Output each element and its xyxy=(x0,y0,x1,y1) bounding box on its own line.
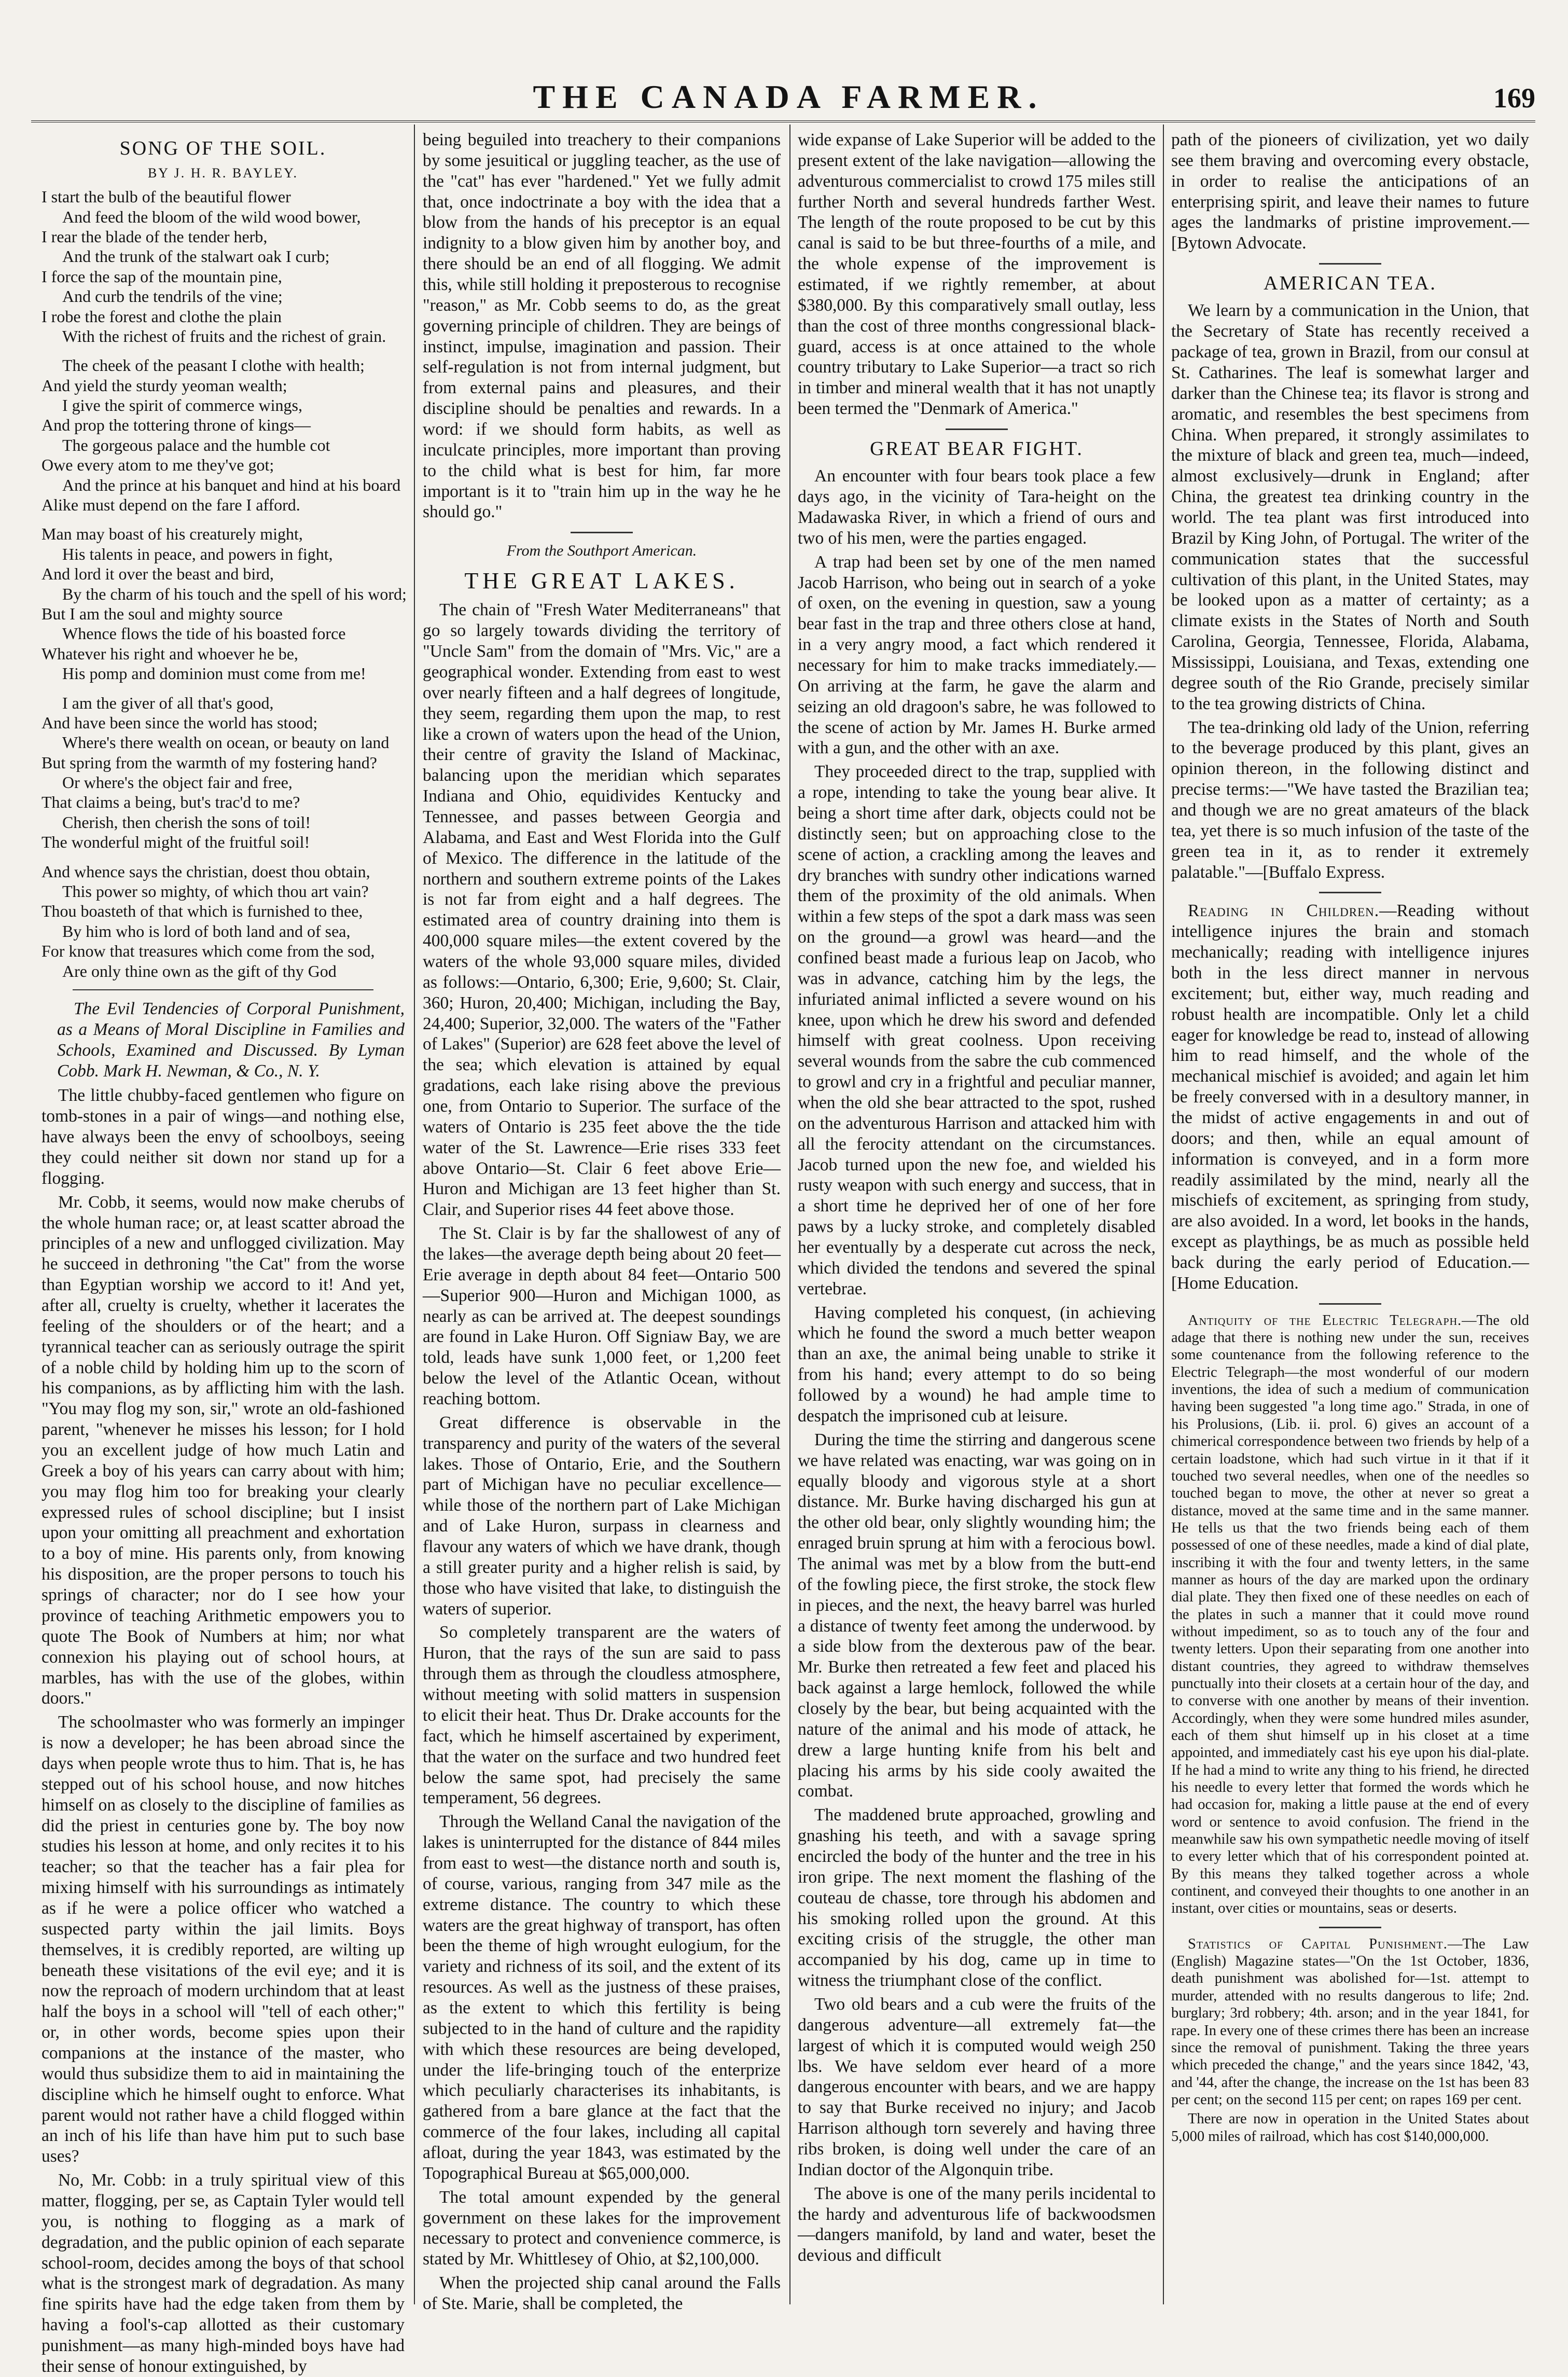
poem-line: I rear the blade of the tender herb, xyxy=(41,227,268,246)
paragraph: The schoolmaster who was formerly an impinger is now a developer; he has been abroad since the days when people wrote thus to him. That is, he has stepped out of his school house, and now hitches himself on as closely to the discipline of families as did the priest in centuries gone by. The boy now studies his lesson at home, and only recites it to his teacher; so that the teacher has a fair plea for mixing himself with his surroundings as intimately as if he were a police officer who watched a suspected party within the jail limits. Boys themselves, it is credibly reported, are wilting up beneath these visitations of the evil eye; and it is now the reproach of modern urchindom that at least half the boys in a school will "tell of each other;" or, in other words, become spies upon their companions at the instance of the master, who would thus subsidize them to aid in maintaining the discipline which he himself ought to enforce. What parent would not rather have a child flogged within an inch of his life than have him put to such base uses? xyxy=(41,1712,405,2166)
section-rule xyxy=(1319,892,1381,893)
poem-line: I start the bulb of the beautiful flower xyxy=(41,187,291,206)
poem-line: With the richest of fruits and the richest of grain. xyxy=(62,326,386,346)
poem-line: And have been since the world has stood; xyxy=(41,713,318,732)
article-source: From the Southport American. xyxy=(506,542,697,560)
paragraph: An encounter with four bears took place a few days ago, in the vicinity of Tara-height on the Madawaska River, in which a friend of ours and two of his men, were the parties engaged. xyxy=(798,466,1156,548)
section-rule xyxy=(73,989,373,990)
paragraph: The total amount expended by the general government on these lakes for the improvement necessary to protect and convenience commerce, is stated by Mr. Whittlesey of Ohio, at $2,100,000. xyxy=(423,2187,781,2269)
paragraph: When the projected ship canal around the Falls of Ste. Marie, shall be completed, the xyxy=(423,2273,781,2313)
review-body xyxy=(41,1085,405,2376)
continued-text xyxy=(423,130,781,522)
paragraph: A trap had been set by one of the men named Jacob Harrison, who being out in search of a yoke of oxen, on the evening in question, saw a young bear fast in the trap and three others close at hand, in a very angry mood, a fact which rendered it necessary for him to make tracks immediately.—On arriving at the farm, he gave the alarm and seizing an old dragoon's sabre, he was followed to the scene of action by Mr. James H. Burke armed with a gun, and the other with an axe. xyxy=(798,552,1156,758)
poem xyxy=(41,187,405,981)
paragraph: Having completed his conquest, (in achieving which he found the sword a much better weapon than an axe, the animal being unable to strike it from his hand; every attempt to do so being followed by a wound) he had ample time to despatch the imprisoned cub at leisure. xyxy=(798,1303,1156,1426)
poem-line: Man may boast of his creaturely might, xyxy=(41,524,303,544)
tea-title: AMERICAN TEA. xyxy=(1264,272,1437,295)
section-rule xyxy=(1319,1927,1381,1928)
poem-line: Are only thine own as the gift of thy God xyxy=(62,961,337,980)
poem-line: Where's there wealth on ocean, or beauty on land xyxy=(62,733,390,752)
poem-line: This power so mighty, of which thou art vain? xyxy=(62,882,369,901)
poem-line: And yield the sturdy yeoman wealth; xyxy=(41,376,287,395)
header-rule xyxy=(31,120,1535,122)
poem-line: Whence flows the tide of his boasted force xyxy=(62,624,346,643)
paragraph: wide expanse of Lake Superior will be added to the present extent of the lake navigation—allowing the adventurous commercialist to crowd 175 miles still further North and several hundreds farther West. The length of the route proposed to be cut by this canal is said to be but three-fourths of a mile, and the whole expense of the improvement is estimated, if we rightly remember, at about $380,000. By this comparatively small outlay, less than the cost of three months congressional black-guard, access is at once attained to the whole country tributary to Lake Superior—a tract so rich in timber and mineral wealth that it has not unaptly been termed the "Denmark of America." xyxy=(798,130,1156,419)
poem-line: By the charm of his touch and the spell of his word; xyxy=(62,584,407,603)
newspaper-title: THE CANADA FARMER. xyxy=(533,78,1044,115)
column-divider xyxy=(789,125,790,2304)
lakes-title: THE GREAT LAKES. xyxy=(464,568,739,594)
stanza-break xyxy=(41,684,405,693)
poem-line: I force the sap of the mountain pine, xyxy=(41,267,282,286)
column-3 xyxy=(798,130,1156,2299)
poem-line: For know that treasures which come from the sod, xyxy=(41,942,375,961)
poem-line: But I am the soul and mighty source xyxy=(41,604,283,623)
paragraph: Two old bears and a cub were the fruits of the dangerous adventure—all extremely fat—the largest of which it is computed would weigh 250 lbs. We have seldom ever heard of a more dangerous encounter with bears, and we are happy to say that Burke received no injury; and Jacob Harrison although torn severely and having three ribs broken, is doing well under the care of an Indian doctor of the Algonquin tribe. xyxy=(798,1994,1156,2179)
poem-line: That claims a being, but's trac'd to me? xyxy=(41,793,300,812)
poem-line: And whence says the christian, doest thou obtain, xyxy=(41,862,370,881)
paragraph: No, Mr. Cobb: in a truly spiritual view of this matter, flogging, per se, as Captain Tyler would tell you, is nothing to flogging as a mark of degradation, and the public opinion of each separate school-room, decides among the boys of that school what is the strongest mark of degradation. As many fine spirits have had the edge taken from them by having a fool's-cap allotted as their customary punishment—as many high-minded boys have had their sense of honour extinguished, by xyxy=(41,2171,405,2376)
paragraph: The chain of "Fresh Water Mediterraneans" that go so largely towards dividing the territory of "Uncle Sam" from the domain of "Mrs. Vic," are a geographical wonder. Extending from east to west over nearly fifteen and a half degrees of longitude, they seem, regarding them upon the map, to rest like a crown of waters upon the head of the Union, their centre of gravity the Island of Mackinac, balancing upon the meridian which separates Indiana and Ohio, equidivides Kentucky and Tennessee, and passes between Georgia and Alabama, and East and West Florida into the Gulf of Mexico. The difference in the latitude of the northern and southern extreme points of the Lakes is not far from eight and a half degrees. The estimated area of country draining into them is 400,000 square miles—the extent covered by the waters of the whole 93,000 square miles, divided as follows:—Ontario, 6,300; Erie, 9,600; St. Clair, 360; Huron, 20,400; Michigan, including the Bay, 24,400; Superior, 32,000. The waters of the "Father of Lakes" (Superior) are 628 feet above the level of the sea; which elevation is attained by equal gradations, each lake rising above the previous one, from Ontario to Superior. The surface of the waters of Ontario is 235 feet above the the tide water of the St. Lawrence—Erie rises 333 feet above Ontario—St. Clair 6 feet above Erie—Huron and Michigan are 13 feet higher than St. Clair, and Superior rises 44 feet above those. xyxy=(423,600,781,1220)
section-rule xyxy=(1319,263,1381,265)
poem-title: SONG OF THE SOIL. xyxy=(119,137,327,159)
poem-line: By him who is lord of both land and of sea, xyxy=(62,921,351,941)
stanza-break xyxy=(41,515,405,524)
poem-line: I robe the forest and clothe the plain xyxy=(41,307,282,326)
capital-item xyxy=(1171,1936,1529,2108)
poem-line: His pomp and dominion must come from me! xyxy=(62,664,366,683)
section-rule xyxy=(1319,1303,1381,1305)
poem-line: The cheek of the peasant I clothe with health; xyxy=(62,356,365,375)
poem-line: And the trunk of the stalwart oak I curb; xyxy=(62,247,330,266)
telegraph-text: —The old adage that there is nothing new under the sun, receives some countenance from the following reference to the Electric Telegraph—the most wonderful of our modern inventions, the idea of such a medium of communication having been suggested "a long time ago." Strada, in one of his Prolusions, (Lib. ii. prol. 6) gives an account of a chimerical correspondence between two friends by help of a certain loadstone, which had such virtue in it that if it touched two several needles, when one of the needles so touched began to move, the other at never so great a distance, moved at the same time and in the same manner. He tells us that the two friends being each of them possessed of one of these needles, made a kind of dial plate, inscribing it with the four and twenty letters, in the same manner as hours of the day are marked upon the ordinary dial plate. They then fixed one of these needles on each of the plates in such a manner that it could move round without impediment, so as to touch any of the four and twenty letters. Upon their separating from one another into distant countries, they agreed to withdraw themselves punctually into their closets at a certain hour of the day, and to converse with one another by means of their invention. Accordingly, when they were some hundred miles asunder, each of them shut himself up in his closet at a time appointed, and immediately cast his eye upon his dial-plate. If he had a mind to write any thing to his friend, he directed his needle to every letter that formed the words which he had occasion for, making a little pause at the end of every word or sentence to avoid confusion. The friend in the meanwhile saw his own sympathetic needle moving of itself to every letter which that of his correspondent pointed at. By this means they talked together across a whole continent, and conveyed their thoughts to one another in an instant, over cities or mountains, seas or deserts. xyxy=(1171,1312,1529,1917)
continued-text xyxy=(1171,130,1529,254)
reading-text: —Reading without intelligence injures the brain and stomach mechanically; reading with intelligence injures both in the less direct manner in nervous excitement; but, either way, much reading and robust health are incompatible. Only let a child eager for knowledge be read to, instead of allowing him to read himself, and the whole of the mechanical mischief is avoided; and again let him be freely conversed with in a desultory manner, in the midst of active engagements in and out of doors; and then, while an equal amount of information is conveyed, and in a form more readily assimilated by the mind, nearly all the mischiefs of excitement, as springing from study, are also avoided. In a word, let books in the hands, except as playthings, be as much as possible held back during the early period of Education.—[Home Education. xyxy=(1171,901,1529,1293)
poem-line: But spring from the warmth of my fostering hand? xyxy=(41,753,377,772)
column-2 xyxy=(423,130,781,2313)
page-number: 169 xyxy=(1493,82,1535,114)
column-divider xyxy=(414,125,415,2304)
paragraph: The above is one of the many perils incidental to the hardy and adventurous life of backwoodsmen—dangers manifold, by land and water, beset the devious and difficult xyxy=(798,2183,1156,2265)
poem-line: The gorgeous palace and the humble cot xyxy=(62,435,330,454)
paragraph: Great difference is observable in the transparency and purity of the waters of the several lakes. Those of Ontario, Erie, and the Southern part of Michigan have no peculiar excellence—while those of the northern part of Lake Michigan and of Lake Huron, surpass in clearness and flavour any waters of which we have drank, though a still greater purity and a higher relish is said, by those who have visited that lake, to distinguish the waters of superior. xyxy=(423,1413,781,1619)
poem-line: And prop the tottering throne of kings— xyxy=(41,416,311,435)
paragraph: During the time the stirring and dangerous scene we have related was enacting, war was going on in equally bloody and vigorous style at a short distance. Mr. Burke having discharged his gun at the other old bear, only slightly wounding him; the enraged bruin sprung at him with a ferocious bowl. The animal was met by a blow from the butt-end of the fowling piece, the first stroke, the stock flew in pieces, and the next, the heavy barrel was hurled a distance of twenty feet among the underwood. by a side blow from the dexterous paw of the bear. Mr. Burke then retreated a few feet and placed his back against a large hemlock, followed the while closely by the bear, but being acquainted with the nature of the animal and his mode of attack, he drew a large hunting knife from his belt and placing his arms by his side cooly awaited the combat. xyxy=(798,1430,1156,1801)
poem-line: And curb the tendrils of the vine; xyxy=(62,287,283,306)
poem-line: His talents in peace, and powers in fight, xyxy=(62,544,333,563)
lakes-article xyxy=(423,600,781,2314)
poem-line: And lord it over the beast and bird, xyxy=(41,564,274,584)
paragraph: We learn by a communication in the Union, that the Secretary of State has recently received a package of tea, grown in Brazil, from our consul at St. Catharines. The leaf is somewhat larger and darker than the Chinese tea; its flavor is strong and aromatic, and resembles the best specimens from China. When prepared, it strongly assimilates to the mixture of black and green tea, much—indeed, almost exclusively—drunk in England; after China, the greatest tea drinking country in the world. The tea plant was first introduced into Brazil by King John, of Portugal. The writer of the communication states that the successful cultivation of this plant, in the United States, may be looked upon as a matter of certainty; as a climate exists in the States of North and South Carolina, Georgia, Tennessee, Florida, Alabama, Mississippi, Louisiana, and Texas, extending one degree south of the Rio Grande, precisely similar to the tea growing districts of China. xyxy=(1171,301,1529,713)
column-divider xyxy=(1163,125,1164,2304)
capital-head: Statistics of Capital Punishment. xyxy=(1188,1936,1448,1952)
poem-line: Alike must depend on the fare I afford. xyxy=(41,495,300,515)
telegraph-item xyxy=(1171,1312,1529,1917)
poem-line: Owe every atom to me they've got; xyxy=(41,455,274,475)
section-rule xyxy=(946,429,1008,430)
capital-text: —The Law (English) Magazine states—"On the 1st October, 1836, death punishment was abolished for—1st. attempt to murder, attended with no results dangerous to life; 2nd. burglary; 3rd robbery; 4th. arson; and in the year 1841, for rape. In every one of these crimes there has been an increase since the removal of punishment. Taking the three years which preceded the change," and the years since 1842, '43, and '44, after the change, the increase on the 1st has been 83 per cent; on the second 115 per cent; on rapes 169 per cent. xyxy=(1171,1936,1529,2108)
review-title: The Evil Tendencies of Corporal Punishment, as a Means of Moral Discipline in Families and Schools, Examined and Discussed. By Lyman Cobb. Mark H. Newman, & Co., N. Y. xyxy=(57,999,405,1081)
paragraph: The maddened brute approached, growling and gnashing his teeth, and with a savage spring encircled the body of the hunter and the tree in his iron gripe. The next moment the flashing of the couteau de chasse, tore through his abdomen and his smoking rolled upon the ground. At this exciting crisis of the struggle, the other man accompanied by his dog, came up in time to witness the triumphant close of the conflict. xyxy=(798,1805,1156,1991)
poem-line: And feed the bloom of the wild wood bower, xyxy=(62,207,361,226)
small-print-section xyxy=(1171,1312,1529,2145)
telegraph-head: Antiquity of the Electric Telegraph. xyxy=(1188,1312,1462,1329)
paragraph: They proceeded direct to the trap, supplied with a rope, intending to take the young bear alive. It being a short time after dark, objects could not be distinctly seen; but on approaching close to the scene of action, a crackling among the leaves and dry branches with sundry other indications warned them of the proximity of the old animals. When within a few steps of the spot a dark mass was seen on the ground—a growl was heard—and the confined beast made a furious leap on Jacob, who was in advance, catching him by the legs, the infuriated animal inflicted a severe wound on his knee, upon which he drew his sword and defended himself with great coolness. Upon receiving several wounds from the sabre the cub commenced to growl and cry in a frightful and peculiar manner, when the old she bear attracted to the spot, rushed on the adventurous Harrison and attacked him with all the ferocity attendant on the circumstances. Jacob turned upon the new foe, and wielded his rusty weapon with such energy and success, that in a short time he deprived her of one of her fore paws by a lucky stroke, and completely disabled her eventually by a desperate cut across the neck, which divided the tendons and severed the spinal vertebrae. xyxy=(798,762,1156,1298)
reading-head: Reading in Children. xyxy=(1188,901,1380,921)
poem-byline: BY J. H. R. BAYLEY. xyxy=(147,165,299,181)
poem-line: And the prince at his banquet and hind at his board xyxy=(62,475,401,494)
poem-line: Or where's the object fair and free, xyxy=(62,773,293,792)
railroad-item: There are now in operation in the United States about 5,000 miles of railroad, which has cost $140,000,000. xyxy=(1171,2111,1529,2145)
paragraph: being beguiled into treachery to their companions by some jesuitical or juggling teacher, as the use of the "cat" has ever "hardened." Yet we fully admit that, once indoctrinate a boy with the idea that a blow from the hands of his preceptor is an equal indignity to a blow given him by another boy, and there should be an end of all flogging. We admit this, while still holding it preposterous to recognise "reason," as Mr. Cobb seems to do, as the great governing principle of children. They are beings of instinct, impulse, imagination and passion. Their self-regulation is not from internal judgment, but from external pains and pleasures, and their discipline should be penalties and rewards. In a word: if we should form habits, as well as inculcate principles, more important than proving to the child what is best for him, far more important is it to "train him up in the way he he should go." xyxy=(423,130,781,522)
section-rule xyxy=(571,532,633,533)
poem-line: The wonderful might of the fruitful soil! xyxy=(41,833,310,852)
bear-title: GREAT BEAR FIGHT. xyxy=(870,438,1084,460)
masthead xyxy=(41,78,1535,119)
paragraph: The St. Clair is by far the shallowest of any of the lakes—the average depth being about 20 feet—Erie average in depth about 84 feet—Ontario 500—Superior 900—Huron and Michigan 1000, as nearly as can be arrived at. The deepest soundings are found in Lake Huron. Off Signiaw Bay, we are told, leads have sunk 1,000 feet, or 1,200 feet below the level of the Atlantic Ocean, without reaching bottom. xyxy=(423,1224,781,1409)
stanza-break xyxy=(41,852,405,862)
poem-line: Thou boasteth of that which is furnished to thee, xyxy=(41,902,363,921)
column-1 xyxy=(41,130,407,2376)
poem-line: Whatever his right and whoever he be, xyxy=(41,644,298,663)
continued-text xyxy=(798,130,1156,419)
paragraph: So completely transparent are the waters of Huron, that the rays of the sun are said to pass through them as through the cloudless atmosphere, without meeting with solid matters in suspension to elicit their heat. Thus Dr. Drake accounts for the fact, which he himself ascertained by experiment, that the water on the surface and two hundred feet below the same spot, had precisely the same temperament, 56 degrees. xyxy=(423,1623,781,1808)
paragraph: The tea-drinking old lady of the Union, referring to the beverage produced by this plant, gives an opinion thereon, in the following distinct and precise terms:—"We have tasted the Brazilian tea; and though we are no great amateurs of the black tea, yet there is so much infusion of the taste of the green tea in it, as to render it extremely palatable."—[Buffalo Express. xyxy=(1171,717,1529,882)
paragraph: Through the Welland Canal the navigation of the lakes is uninterrupted for the distance of 844 miles from east to west—the distance north and south is, of course, various, ranging from 347 mile as the extreme distance. The country to which these waters are the great highway of transport, has often been the theme of high wrought eulogium, for the variety and richness of its soil, and the extent of its resources. As well as the justness of these praises, as the extent to which this fertility is being subjected to in the hand of culture and the rapidity with which these resources are being developed, under the life-bringing touch of the enterprize which peculiarly characterises its inhabitants, is gathered from a bare glance at the fact that the commerce of the four lakes, including all capital afloat, during the year 1843, was estimated by the Topographical Bureau at $65,000,000. xyxy=(423,1812,781,2183)
reading-item xyxy=(1171,901,1529,1293)
poem-line: I give the spirit of commerce wings, xyxy=(62,396,302,415)
paragraph: path of the pioneers of civilization, yet wo daily see them braving and overcoming every obstacle, in order to realise the anticipations of an enterprising spirit, and leave their names to future ages the landmarks of pristine improvement.—[Bytown Advocate. xyxy=(1171,130,1529,253)
column-4 xyxy=(1171,130,1529,2299)
tea-article xyxy=(1171,300,1529,882)
stanza-break xyxy=(41,346,405,355)
bear-article xyxy=(798,466,1156,2266)
paragraph: Mr. Cobb, it seems, would now make cherubs of the whole human race; or, at least scatter abroad the principles of a new and unflogged civilization. May he succeed in dethroning "the Cat" from the worse than Egyptian worship we accord to it! And yet, after all, cruelty is cruelty, whether it lacerates the feeling of the shoulders or of the heart; and a tyrannical teacher can as seriously outrage the spirit of a noble child by holding him up to the scorn of his companions, as by afflicting him with the lash. "You may flog my son, sir," wrote an old-fashioned parent, "whenever he misses his lesson; for I hold you an excellent judge of how much Latin and Greek a boy of his years can carry about with him; you may flog him too for breaking your clearly expressed rules of school discipline; but I insist upon your omitting all preachment and exhortation to a boy of mine. His parents only, from knowing his disposition, are the proper persons to touch his springs of character; nor do I see how your province of teaching Arithmetic empowers you to quote The Book of Numbers at him; nor what connexion his playing out of school hours, at marbles, has with the use of the globes, within doors." xyxy=(41,1192,405,1708)
paragraph: The little chubby-faced gentlemen who figure on tomb-stones in a pair of wings—and nothing else, have always been the envy of schoolboys, seeing they could neither sit down nor stand up for a flogging. xyxy=(41,1086,405,1188)
poem-line: Cherish, then cherish the sons of toil! xyxy=(62,812,311,832)
poem-line: I am the giver of all that's good, xyxy=(62,693,274,712)
